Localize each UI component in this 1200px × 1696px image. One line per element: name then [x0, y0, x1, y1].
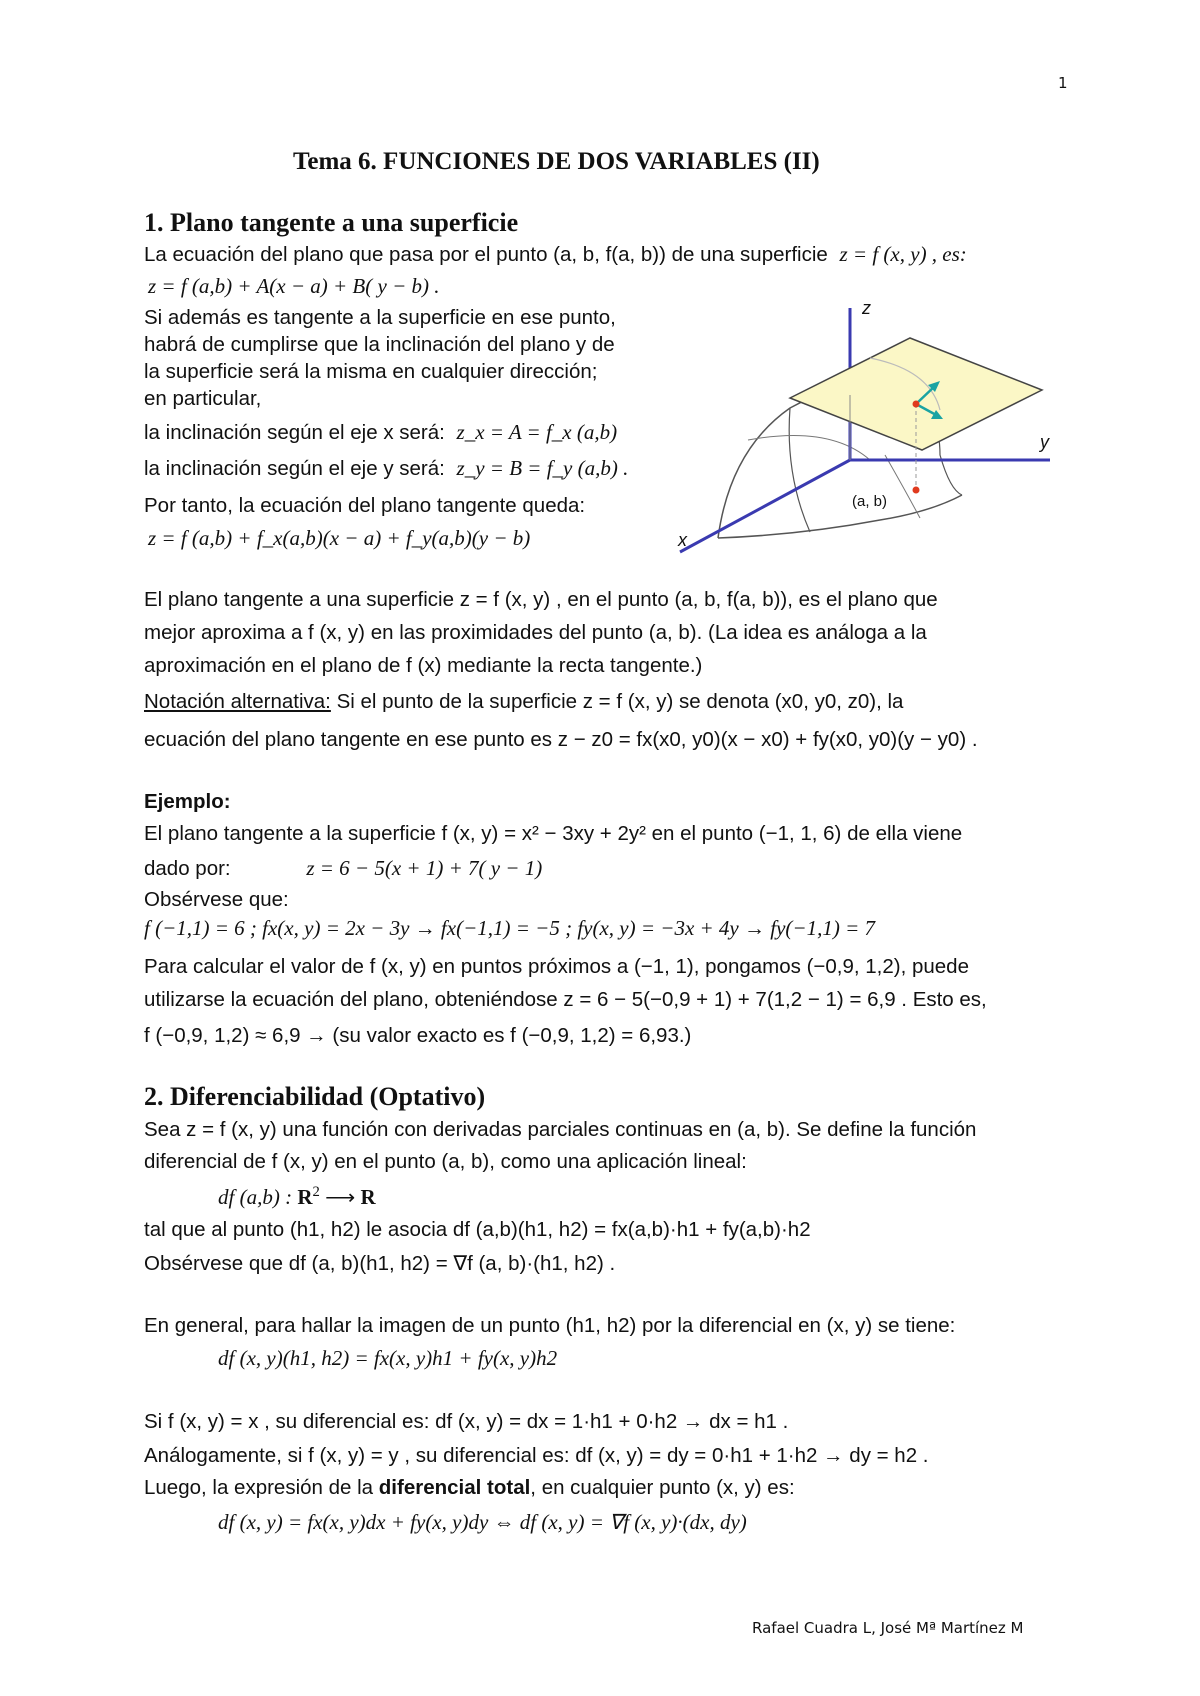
tangency-point [913, 401, 920, 408]
surface-curve [885, 455, 920, 518]
tangent-plane-figure [670, 290, 1090, 570]
incl-x-line [144, 420, 617, 446]
best-approx-line-2: mejor aproxima a f (x, y) en las proximidades del punto (a, b). (La idea es análoga a la [144, 621, 927, 644]
example-line-2 [144, 856, 542, 882]
tangent-line-1: Si además es tangente a la superficie en ese punto, [144, 306, 616, 329]
example-line-3: f (−1,1) = 6 ; fx(x, y) = 2x − 3y → fx(−1,1) = −5 ; fy(x, y) = −3x + 4y → fy(−1,1) = 7 [144, 916, 875, 940]
section2-line-10 [144, 1476, 795, 1501]
section2-line-5: Obsérvese que df (a, b)(h1, h2) = ∇f (a, b)·(h1, h2) . [144, 1252, 616, 1275]
map-from: R [297, 1185, 313, 1209]
incl-x-formula: z_x = A = f_x (a,b) [456, 420, 618, 444]
section2-line-6: En general, para hallar la imagen de un punto (h1, h2) por la diferencial en (x, y) se tiene: [144, 1314, 956, 1337]
surface-curve [748, 436, 870, 461]
section1-intro-text: La ecuación del plano que pasa por el punto (a, b, f(a, b)) de una superficie [144, 243, 828, 266]
example-heading: Ejemplo: [144, 790, 231, 813]
example-line-6: f (−0,9, 1,2) ≈ 6,9 → (su valor exacto es f (−0,9, 1,2) = 6,93.) [144, 1024, 692, 1047]
best-approx-line-1: El plano tangente a una superficie z = f (x, y) , en el punto (a, b, f(a, b)), es el plano que [144, 588, 938, 611]
footer-authors: Rafael Cuadra L, José Mª Martínez M [752, 1619, 1024, 1637]
section1-intro [144, 242, 967, 268]
alt-notation-equation: ecuación del plano tangente en ese punto es z − z0 = fx(x0, y0)(x − x0) + fy(x0, y0)(y − y0) . [144, 728, 978, 751]
therefore-text: Por tanto, la ecuación del plano tangente queda: [144, 494, 586, 517]
figure-label-x: x [678, 530, 687, 550]
plane-equation: z = f (a,b) + A(x − a) + B( y − b) . [148, 274, 440, 298]
section2-line-2: diferencial de f (x, y) en el punto (a, b), como una aplicación lineal: [144, 1150, 747, 1173]
section2-line-11: df (x, y) = fx(x, y)dx + fy(x, y)dy ⇔ df (x, y) = ∇f (x, y)·(dx, dy) [218, 1510, 747, 1534]
example-line-2-formula: z = 6 − 5(x + 1) + 7( y − 1) [306, 856, 543, 880]
map-arrow-icon: ⟶ [319, 1185, 361, 1209]
example-line-5: utilizarse la ecuación del plano, obteniéndose z = 6 − 5(−0,9 + 1) + 7(1,2 − 1) = 6,9 . Esto es, [144, 988, 987, 1011]
section2-line-9: Análogamente, si f (x, y) = y , su diferencial es: df (x, y) = dy = 0·h1 + 1·h2 → dy = h2 . [144, 1444, 929, 1467]
surface-curve [718, 495, 962, 538]
map-lhs: df (a,b) : [218, 1185, 298, 1209]
tangent-line-3: la superficie será la misma en cualquier dirección; [144, 360, 598, 383]
line10-part-b: diferencial total [378, 1476, 531, 1499]
map-to: R [360, 1185, 376, 1209]
figure-label-z: z [862, 298, 871, 318]
section1-heading: 1. Plano tangente a una superficie [144, 208, 519, 237]
line10-part-a: Luego, la expresión de la [144, 1476, 379, 1499]
base-point [913, 487, 920, 494]
section2-line-7: df (x, y)(h1, h2) = fx(x, y)h1 + fy(x, y)h2 [218, 1346, 558, 1370]
section2-line-1: Sea z = f (x, y) una función con derivadas parciales continuas en (a, b). Se define la función [144, 1118, 977, 1141]
x-axis [680, 460, 850, 552]
surface-curve [789, 408, 810, 532]
example-line-1: El plano tangente a la superficie f (x, y) = x² − 3xy + 2y² en el punto (−1, 1, 6) de ella viene [144, 822, 963, 845]
differential-map [218, 1184, 376, 1210]
alt-notation-line [144, 690, 903, 715]
example-observe: Obsérvese que: [144, 888, 289, 911]
alt-notation-text: Si el punto de la superficie z = f (x, y) se denota (x0, y0, z0), la [330, 690, 904, 713]
incl-y-text: la inclinación según el eje y será: [144, 457, 445, 480]
page-title: Tema 6. FUNCIONES DE DOS VARIABLES (II) [293, 148, 820, 175]
page-number: 1 [1058, 74, 1068, 92]
best-approx-line-3: aproximación en el plano de f (x) mediante la recta tangente.) [144, 654, 703, 677]
tangent-line-2: habrá de cumplirse que la inclinación del plano y de [144, 333, 615, 356]
incl-y-line [144, 456, 628, 482]
section1-intro-formula: z = f (x, y) , es: [839, 242, 967, 266]
section2-line-4: tal que al punto (h1, h2) le asocia df (a,b)(h1, h2) = fx(a,b)·h1 + fy(a,b)·h2 [144, 1218, 811, 1241]
figure-label-y: y [1040, 432, 1049, 452]
alt-notation-label: Notación alternativa: [144, 690, 331, 713]
section2-heading: 2. Diferenciabilidad (Optativo) [144, 1082, 486, 1111]
line10-part-c: , en cualquier punto (x, y) es: [530, 1476, 795, 1499]
tangent-plane-equation: z = f (a,b) + f_x(a,b)(x − a) + f_y(a,b)(y − b) [148, 526, 531, 550]
tangent-line-4: en particular, [144, 387, 262, 410]
section2-line-8: Si f (x, y) = x , su diferencial es: df (x, y) = dx = 1·h1 + 0·h2 → dx = h1 . [144, 1410, 789, 1433]
incl-x-text: la inclinación según el eje x será: [144, 421, 445, 444]
incl-y-formula: z_y = B = f_y (a,b) . [456, 456, 629, 480]
example-line-4: Para calcular el valor de f (x, y) en puntos próximos a (−1, 1), pongamos (−0,9, 1,2), puede [144, 955, 969, 978]
figure-label-point: (a, b) [852, 493, 888, 510]
example-line-2-text: dado por: [144, 857, 231, 880]
map-exponent: 2 [312, 1184, 320, 1200]
